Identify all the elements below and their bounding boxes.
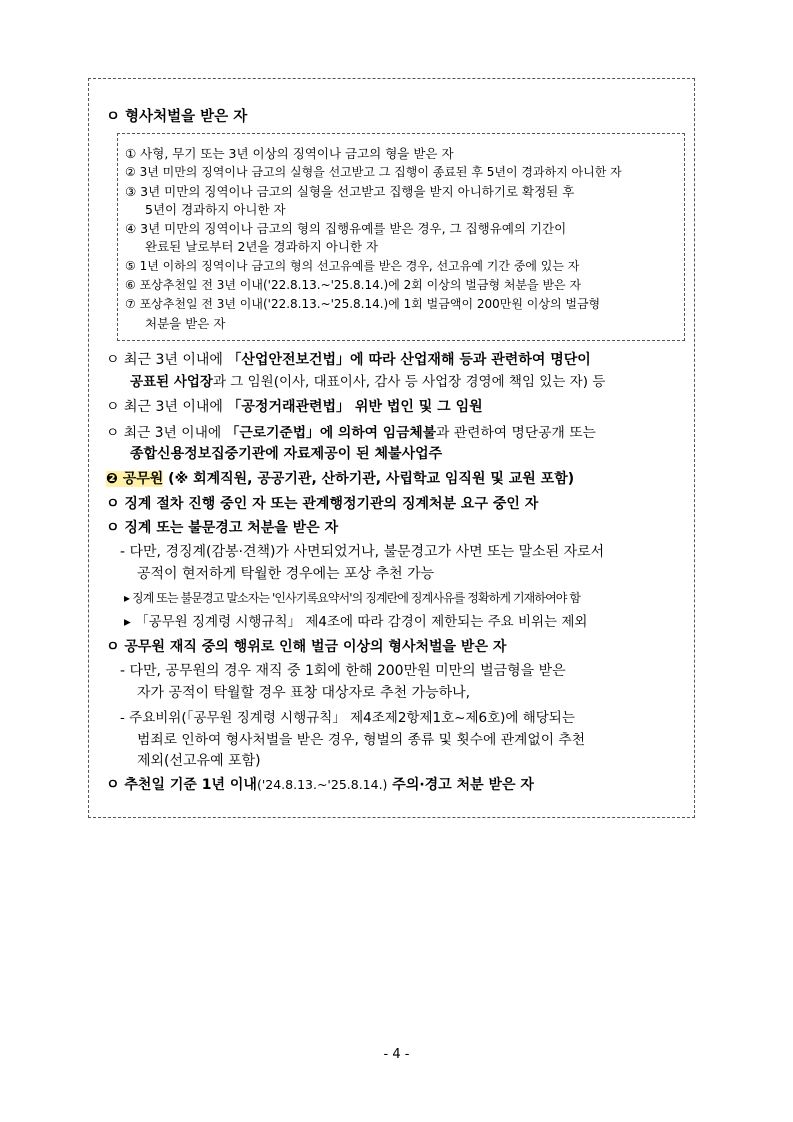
fair-trade-item	[106, 398, 483, 416]
industrial-safety-item-cont	[130, 373, 605, 391]
fair-trade-prefix: ㅇ 최근 3년 이내에	[106, 399, 228, 415]
criminal-item-4-cont: 완료된 날로부터 2년을 경과하지 아니한 자	[145, 239, 379, 254]
section-2-scope: (※ 회계직원, 공공기관, 산하기관, 사립학교 임직원 및 교원 포함)	[163, 471, 575, 487]
labor-prefix: ㅇ 최근 3년 이내에	[106, 425, 226, 441]
section-2-heading	[106, 470, 574, 488]
official-criminal-note-4: 범죄로 인하여 형사처벌을 받은 경우, 형벌의 종류 및 횟수에 관계없이 추천	[137, 732, 586, 748]
criminal-item-7-cont: 처분을 받은 자	[145, 316, 226, 331]
criminal-item-6: ⑥ 포상추천일 전 3년 이내('22.8.13.~'25.8.14.)에 2회 이상의 벌금형 처분을 받은 자	[125, 278, 582, 292]
disciplinary-note-2: 공적이 현저하게 탁월한 경우에는 포상 추천 가능	[137, 566, 435, 582]
official-criminal-note-2: 자가 공적이 탁월할 경우 표창 대상자로 추천 가능하나,	[137, 685, 471, 701]
disciplinary-pending-item: ㅇ 징계 절차 진행 중인 자 또는 관계행정기관의 징계처분 요구 중인 자	[106, 496, 539, 512]
industrial-safety-workplace: 공표된 사업장	[130, 374, 213, 390]
criminal-item-2: ② 3년 미만의 징역이나 금고의 실형을 선고받고 그 집행이 종료된 후 5년이 경과하지 아니한 자	[125, 165, 622, 179]
official-criminal-item: ㅇ 공무원 재직 중의 행위로 인해 벌금 이상의 형사처벌을 받은 자	[106, 639, 507, 655]
warning-prefix: ㅇ 추천일 기준 1년 이내	[106, 777, 257, 793]
industrial-safety-officers: 과 그 임원(이사, 대표이사, 감사 등 사업장 경영에 책임 있는 자) 등	[212, 374, 606, 390]
disciplinary-received-item: ㅇ 징계 또는 불문경고 처분을 받은 자	[106, 520, 339, 536]
disciplinary-bullet-2: ▸ 「공무원 징계령 시행규칙」 제4조에 따라 감경이 제한되는 주요 비위는 제외	[124, 614, 588, 630]
criminal-item-3: ③ 3년 미만의 징역이나 금고의 실형을 선고받고 집행을 받지 아니하기로 확정된 후	[125, 184, 575, 199]
fair-trade-law: 「공정거래관련법」 위반 법인 및 그 임원	[227, 399, 483, 415]
warning-suffix: 주의·경고 처분 받은 자	[387, 777, 534, 793]
warning-item	[106, 776, 534, 794]
official-criminal-note-5: 제외(선고유예 포함)	[137, 753, 261, 769]
criminal-item-4: ④ 3년 미만의 징역이나 금고의 형의 집행유예를 받은 경우, 그 집행유예의 기간이	[125, 221, 567, 236]
official-criminal-note-3: - 주요비위(「공무원 징계령 시행규칙」 제4조제2항제1호~제6호)에 해당되는	[120, 710, 575, 726]
criminal-item-3-cont: 5년이 경과하지 아니한 자	[145, 202, 286, 217]
labor-item-cont: 종합신용정보집중기관에 자료제공이 된 체불사업주	[130, 446, 443, 462]
labor-law: 「근로기준법」에 의하여 임금체불	[225, 425, 437, 441]
criminal-punishment-heading: ㅇ 형사처벌을 받은 자	[106, 109, 248, 125]
industrial-safety-law: 「산업안전보건법」에 따라 산업재해 등과 관련하여 명단이	[227, 352, 591, 368]
criminal-item-7: ⑦ 포상추천일 전 3년 이내('22.8.13.~'25.8.14.)에 1회 벌금액이 200만원 이상의 벌금형	[125, 297, 601, 311]
labor-suffix: 과 관련하여 명단공개 또는	[436, 425, 596, 441]
official-criminal-note-1: - 다만, 공무원의 경우 재직 중 1회에 한해 200만원 미만의 벌금형을 받은	[120, 663, 566, 679]
labor-item	[106, 424, 596, 442]
page-number: - 4 -	[383, 1047, 410, 1062]
industrial-safety-item	[106, 351, 591, 369]
criminal-item-5: ⑤ 1년 이하의 징역이나 금고의 형의 선고유예를 받은 경우, 선고유예 기간 중에 있는 자	[125, 259, 580, 273]
disciplinary-note-1: - 다만, 경징계(감봉·견책)가 사면되었거나, 불문경고가 사면 또는 말소된 자로서	[120, 544, 605, 560]
industrial-safety-prefix: ㅇ 최근 3년 이내에	[106, 352, 228, 368]
section-2-marker: ❷ 공무원	[106, 471, 164, 487]
warning-period: ('24.8.13.~'25.8.14.)	[256, 777, 388, 792]
disciplinary-bullet-1: ▸ 징계 또는 불문경고 말소자는 '인사기록요약서'의 징계란에 징계사유를 정확하게 기재하여야 함	[124, 591, 581, 605]
criminal-item-1: ① 사형, 무기 또는 3년 이상의 징역이나 금고의 형을 받은 자	[125, 146, 454, 161]
